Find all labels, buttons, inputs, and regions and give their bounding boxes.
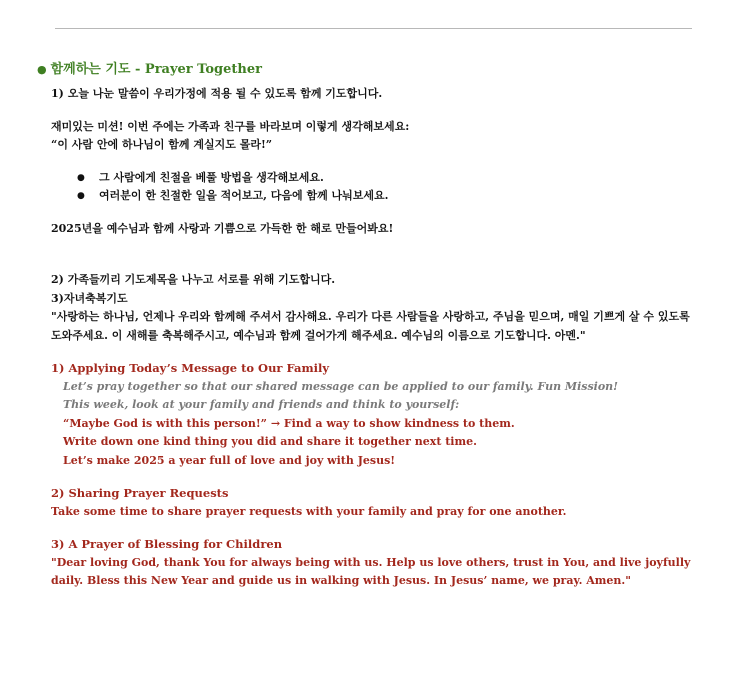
english-item-2-text: Take some time to share prayer requests with your family and pray for one another. (51, 504, 567, 518)
english-item-3-heading: 3) A Prayer of Blessing for Children (51, 537, 283, 551)
english-item-1-line-2: This week, look at your family and friends and think to yourself: (63, 398, 460, 411)
bullet-icon: ● (37, 63, 47, 76)
english-item-1-line-3: “Maybe God is with this person!” → Find a way to show kindness to them. (63, 416, 515, 430)
english-item-1-line-1: Let’s pray together so that our shared message can be applied to our family. Fun Mission! (63, 379, 618, 393)
prayer-content (51, 85, 701, 591)
korean-mission-line-2: “이 사람 안에 하나님이 함께 계실지도 몰라!” (51, 138, 273, 151)
list-item: ● 그 사람에게 친절을 베풀 방법을 생각해보세요. (51, 169, 701, 188)
english-item-1-line-4: Write down one kind thing you did and share it together next time. (63, 435, 477, 448)
korean-mission-line-1: 재미있는 미션! 이번 주에는 가족과 친구를 바라보며 이렇게 생각해보세요: (51, 119, 410, 133)
korean-item-3-prayer: "사랑하는 하나님, 언제나 우리와 함께해 주셔서 감사해요. 우리가 다른 사람들을 사랑하고, 주님을 믿으며, 매일 기쁘게 살 수 있도록 도와주세요. 이 새해를 축복해주시고, 예수님과 함께 걸어가게 해주세요. 예수님의 이름으로 기도합니다. 아멘." (51, 310, 690, 342)
list-item: ● 여러분이 한 친절한 일을 적어보고, 다음에 함께 나눠보세요. (51, 187, 701, 206)
korean-item-2: 2) 가족들끼리 기도제목을 나누고 서로를 위해 기도합니다. (51, 273, 336, 286)
english-item-1-heading: 1) Applying Today’s Message to Our Family (51, 361, 330, 375)
section-title (37, 58, 262, 77)
korean-item-3-title: 3)자녀축복기도 (51, 291, 128, 305)
english-item-1-line-5: Let’s make 2025 a year full of love and joy with Jesus! (63, 453, 396, 467)
horizontal-divider (55, 28, 692, 29)
english-item-2-heading: 2) Sharing Prayer Requests (51, 486, 229, 500)
korean-bullet-list (51, 169, 701, 206)
english-item-3-text: "Dear loving God, thank You for always being with us. Help us love others, trust in You, and live joyfully daily. Bless this New Year and guide us in walking with Jesus. In Jesus’ name, we pray. Amen." (51, 555, 691, 587)
section-title-text: 함께하는 기도 - Prayer Together (50, 62, 262, 77)
korean-closing: 2025년을 예수님과 함께 사랑과 기쁨으로 가득한 한 해로 만들어봐요! (51, 221, 394, 235)
korean-item-1: 1) 오늘 나눈 말씀이 우리가정에 적용 될 수 있도록 함께 기도합니다. (51, 87, 383, 100)
